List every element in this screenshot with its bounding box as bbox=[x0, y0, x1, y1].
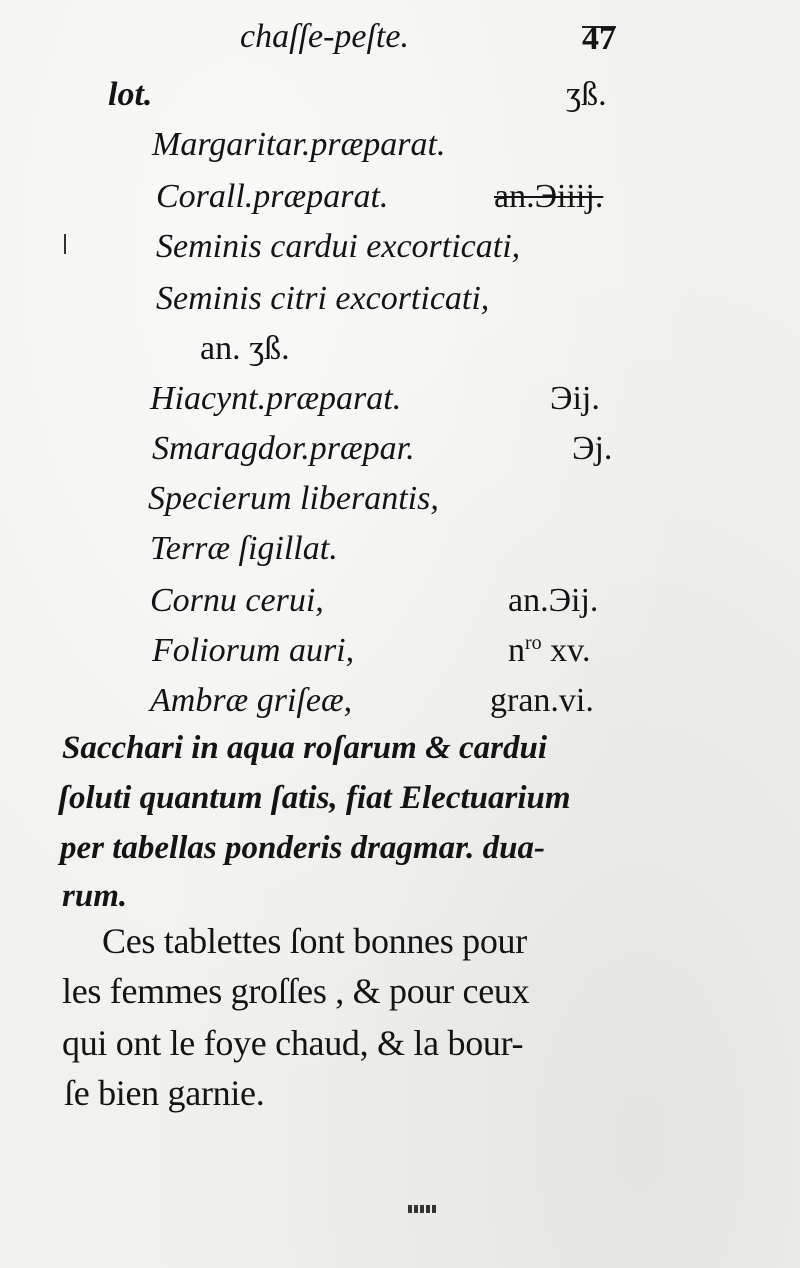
recipe-line-11-ingredient: Foliorum auri, bbox=[152, 632, 355, 669]
french-paragraph-line-2: qui ont le foye chaud, & la bour- bbox=[62, 1023, 524, 1063]
latin-paragraph-line-3: rum. bbox=[62, 878, 128, 914]
recipe-line-1-ingredient: Margaritar.præparat. bbox=[152, 126, 446, 163]
recipe-line-11-quantity-suffix: xv. bbox=[541, 632, 591, 669]
recipe-line-3-ingredient: Seminis cardui excorticati, bbox=[156, 228, 521, 265]
recipe-line-7-ingredient: Smaragdor.præpar. bbox=[152, 430, 415, 467]
french-paragraph-line-3: ſe bien garnie. bbox=[64, 1073, 265, 1113]
recipe-line-10-quantity: an.Эij. bbox=[508, 582, 599, 619]
recipe-line-6-ingredient: Hiacynt.præparat. bbox=[150, 380, 402, 417]
recipe-line-7-quantity: Эj. bbox=[572, 430, 613, 467]
french-paragraph-line-0: Ces tablettes ſont bonnes pour bbox=[102, 921, 527, 961]
latin-paragraph-line-2: per tabellas ponderis dragmar. dua- bbox=[60, 830, 545, 866]
recipe-line-2-ingredient: Corall.præparat. bbox=[156, 178, 389, 215]
recipe-line-0-quantity: ʒß. bbox=[566, 76, 607, 113]
margin-mark bbox=[64, 234, 66, 254]
recipe-line-2-quantity: an.Эiiij. bbox=[494, 178, 604, 215]
page-number: 47 bbox=[582, 20, 616, 57]
recipe-line-11-quantity bbox=[508, 632, 590, 670]
recipe-line-5-ingredient: an. ʒß. bbox=[200, 330, 290, 367]
recipe-line-12-quantity: gran.vi. bbox=[490, 682, 594, 719]
recipe-line-11-quantity-prefix: n bbox=[508, 632, 525, 669]
recipe-line-4-ingredient: Seminis citri excorticati, bbox=[156, 280, 490, 317]
recipe-line-0-ingredient: lot. bbox=[108, 76, 153, 113]
recipe-line-12-ingredient: Ambræ griſeæ, bbox=[150, 682, 353, 719]
recipe-line-9-ingredient: Terræ ſigillat. bbox=[150, 530, 338, 567]
running-head: chaſſe-peſte. bbox=[240, 18, 409, 55]
recipe-line-6-quantity: Эij. bbox=[550, 380, 600, 417]
recipe-line-8-ingredient: Specierum liberantis, bbox=[148, 480, 439, 517]
recipe-line-10-ingredient: Cornu cerui, bbox=[150, 582, 324, 619]
library-stamp bbox=[408, 1198, 452, 1210]
recipe-line-11-quantity-superscript: ro bbox=[525, 632, 542, 654]
latin-paragraph-line-0: Sacchari in aqua roſarum & cardui bbox=[62, 730, 548, 766]
french-paragraph-line-1: les femmes groſſes , & pour ceux bbox=[62, 971, 530, 1011]
latin-paragraph-line-1: ſoluti quantum ſatis, fiat Electuarium bbox=[58, 780, 571, 816]
